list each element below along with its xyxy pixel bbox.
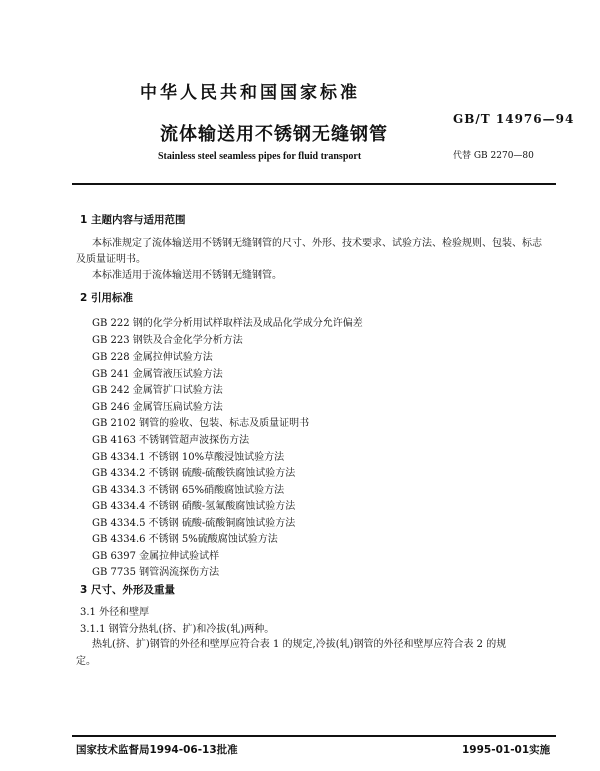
clause-3-1-1-paragraph-line-1: 热轧(挤、扩)钢管的外径和壁厚应符合表 1 的规定,冷拔(轧)钢管的外径和壁厚应符合表 2 的规 (92, 639, 507, 650)
reference-item: GB 7735 钢管涡流探伤方法 (92, 567, 220, 578)
replaces-standard: 代替 GB 2270—80 (453, 151, 534, 161)
section-1-heading: 1 主题内容与适用范围 (80, 214, 186, 226)
approval-date: 国家技术监督局1994-06-13批准 (76, 744, 238, 756)
section-1-paragraph-2: 本标准适用于流体输送用不锈钢无缝钢管。 (92, 270, 282, 281)
reference-item: GB 4334.1 不锈钢 10%草酸浸蚀试验方法 (92, 452, 285, 463)
implementation-date: 1995-01-01实施 (462, 744, 551, 756)
section-1-paragraph-1-line-2: 及质量证明书。 (76, 254, 146, 265)
clause-3-1-1-paragraph-line-2: 定。 (76, 656, 96, 667)
reference-item: GB 4334.6 不锈钢 5%硫酸腐蚀试验方法 (92, 534, 278, 545)
reference-item: GB 223 钢铁及合金化学分析方法 (92, 335, 243, 346)
section-3-heading: 3 尺寸、外形及重量 (80, 584, 175, 596)
reference-item: GB 4334.4 不锈钢 硝酸-氢氟酸腐蚀试验方法 (92, 501, 296, 512)
document-subtitle-english: Stainless steel seamless pipes for fluid transport (158, 151, 362, 162)
reference-item: GB 241 金属管液压试验方法 (92, 369, 223, 380)
reference-item: GB 4334.2 不锈钢 硫酸-硫酸铁腐蚀试验方法 (92, 468, 296, 479)
header-divider (72, 183, 556, 185)
issuing-country-header: 中华人民共和国国家标准 (140, 83, 360, 103)
reference-item: GB 2102 钢管的验收、包装、标志及质量证明书 (92, 418, 310, 429)
footer-divider (72, 735, 556, 737)
standard-number: GB/T 14976—94 (453, 112, 575, 126)
reference-item: GB 242 金属管扩口试验方法 (92, 385, 223, 396)
reference-item: GB 6397 金属拉伸试验试样 (92, 551, 220, 562)
reference-item: GB 222 钢的化学分析用试样取样法及成品化学成分允许偏差 (92, 318, 363, 329)
reference-item: GB 228 金属拉伸试验方法 (92, 352, 213, 363)
reference-item: GB 4334.3 不锈钢 65%硝酸腐蚀试验方法 (92, 485, 285, 496)
reference-item: GB 4334.5 不锈钢 硫酸-硫酸铜腐蚀试验方法 (92, 518, 296, 529)
reference-item: GB 246 金属管压扁试验方法 (92, 402, 223, 413)
section-1-paragraph-1-line-1: 本标准规定了流体输送用不锈钢无缝钢管的尺寸、外形、技术要求、试验方法、检验规则、包装、标志 (92, 238, 542, 249)
reference-item: GB 4163 不锈钢管超声波探伤方法 (92, 435, 250, 446)
section-2-heading: 2 引用标准 (80, 292, 133, 304)
subsection-3-1-heading: 3.1 外径和壁厚 (80, 607, 150, 618)
clause-3-1-1: 3.1.1 钢管分热轧(挤、扩)和冷拔(轧)两种。 (80, 624, 275, 635)
document-title: 流体输送用不锈钢无缝钢管 (160, 124, 388, 145)
